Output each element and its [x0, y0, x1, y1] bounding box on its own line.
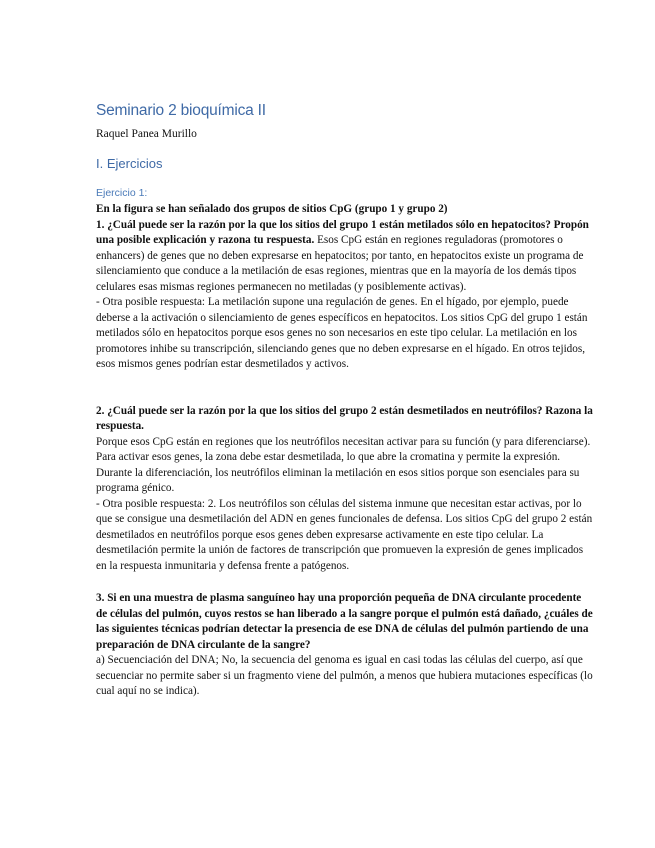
section-heading: I. Ejercicios — [96, 156, 163, 171]
question-2-alt-answer: - Otra posible respuesta: 2. Los neutrófilos son células del sistema inmune que necesitan estar activas, por lo que se consigue una desmetilación del ADN en genes funcionales de defensa. Los sitios CpG del grupo 2 están desmetilados en neutrófilos porque esos genes deben expresarse activamente en este tipo celular. La desmetilación permite la unión de factores de transcripción que promueven la expresión de genes implicados en la respuesta inmunitaria y defensa frente a patógenos. — [96, 497, 593, 572]
spacer — [96, 574, 595, 591]
question-1-text: 1. ¿Cuál puede ser la razón por la que los sitios del grupo 1 están metilados sólo en hepatocitos? Propón una posible explicación y razona tu respuesta. — [96, 218, 589, 246]
question-3-text: 3. Si en una muestra de plasma sanguíneo hay una proporción pequeña de DNA circulante procedente de células del pulmón, cuyos restos se han liberado a la sangre porque el pulmón está dañado, ¿cuáles de las siguientes técnicas podrían detectar la presencia de ese DNA de células del pulmón partiendo de una preparación de DNA circulante de la sangre? — [96, 592, 593, 651]
question-2-text: 2. ¿Cuál puede ser la razón por la que los sitios del grupo 2 están desmetilados en neutrófilos? Razona la respuesta. — [96, 404, 593, 432]
question-1-answer: Esos CpG están en regiones reguladoras (promotores o enhancers) de genes que no deben expresarse en hepatocitos; por tanto, en hepatocitos existe un programa de silenciamiento que conduce a la metilación de esas regiones, mientras que en la mayoría de los demás tipos celulares esas mismas regiones permanecen no metiladas (y posiblemente activas). — [96, 234, 584, 293]
question-1-paragraph — [96, 218, 595, 296]
document-title: Seminario 2 bioquímica II — [96, 102, 266, 119]
exercise-intro: En la figura se han señalado dos grupos de sitios CpG (grupo 1 y grupo 2) — [96, 203, 448, 215]
author-name: Raquel Panea Murillo — [96, 128, 197, 140]
question-3-answer-a: a) Secuenciación del DNA; No, la secuencia del genoma es igual en casi todas las células del cuerpo, así que secuenciar no permite saber si un fragmento viene del pulmón, a menos que hubiera mutaciones específicas (lo cual aquí no se indica). — [96, 654, 593, 697]
question-2-answer: Porque esos CpG están en regiones que los neutrófilos necesitan activar para su función (y para diferenciarse). Para activar esos genes, la zona debe estar desmetilada, lo que abre la cromatina y permite la expresión. Durante la diferenciación, los neutrófilos eliminan la metilación en esos sitios porque son esenciales para su programa génico. — [96, 435, 591, 494]
spacer — [96, 373, 595, 404]
exercise-label: Ejercicio 1: — [96, 187, 148, 199]
question-1-alt-answer: - Otra posible respuesta: La metilación supone una regulación de genes. En el hígado, por ejemplo, puede deberse a la activación o silenciamiento de genes específicos en hepatocitos. Los sitios CpG del grupo 1 están metilados sólo en hepatocitos porque esos genes no son necesarios en este tipo celular. La metilación en los promotores inhibe su transcripción, silenciando genes que no deben expresarse en el hígado. En otros tejidos, esos mismos genes podrían estar desmetilados y activos. — [96, 296, 588, 370]
